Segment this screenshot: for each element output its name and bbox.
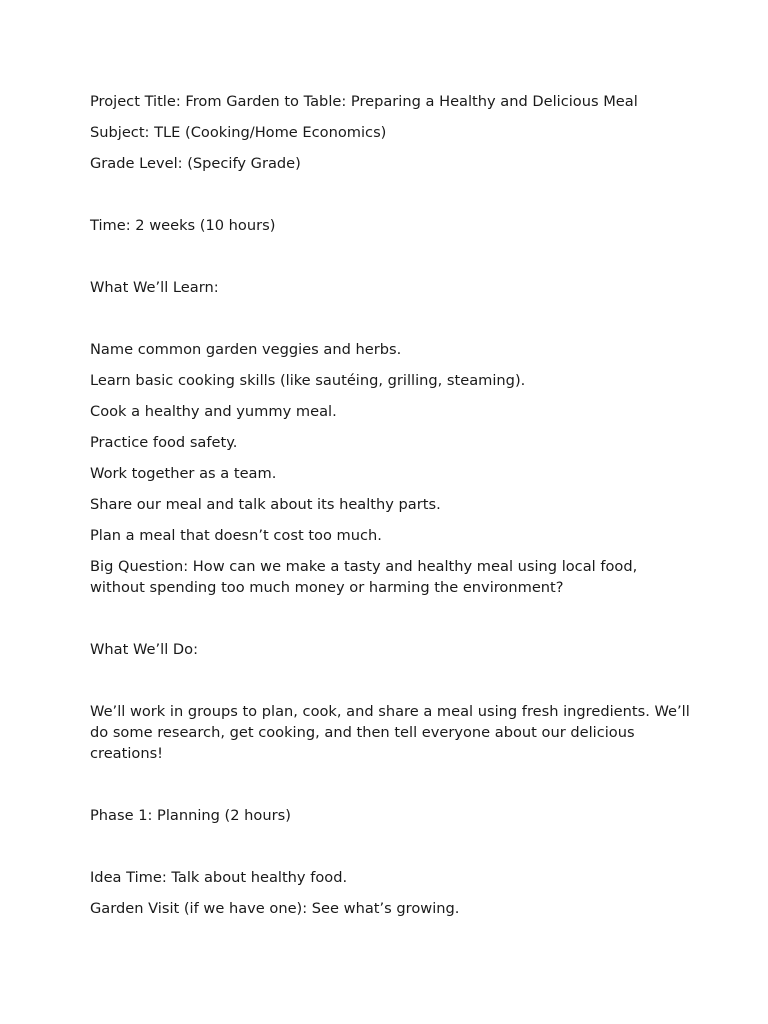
learn-item: Name common garden veggies and herbs.	[90, 341, 402, 358]
learn-item: Plan a meal that doesn’t cost too much.	[90, 527, 382, 544]
learn-item: Work together as a team.	[90, 465, 277, 482]
learn-item: Share our meal and talk about its healthy parts.	[90, 496, 441, 513]
learn-item: Cook a healthy and yummy meal.	[90, 403, 337, 420]
learn-item: Practice food safety.	[90, 434, 238, 451]
learn-heading: What We’ll Learn:	[90, 279, 219, 296]
subject-line: Subject: TLE (Cooking/Home Economics)	[90, 124, 387, 141]
document-body	[90, 91, 690, 929]
phase1-item: Idea Time: Talk about healthy food.	[90, 869, 348, 886]
big-question: Big Question: How can we make a tasty and healthy meal using local food, without spending too much money or harming the environment?	[90, 558, 638, 596]
do-paragraph: We’ll work in groups to plan, cook, and share a meal using fresh ingredients. We’ll do some research, get cooking, and then tell everyone about our delicious creations!	[90, 703, 690, 762]
phase1-heading: Phase 1: Planning (2 hours)	[90, 807, 291, 824]
do-heading: What We’ll Do:	[90, 641, 199, 658]
learn-item: Learn basic cooking skills (like sautéing, grilling, steaming).	[90, 372, 526, 389]
grade-level-line: Grade Level: (Specify Grade)	[90, 155, 301, 172]
time-line: Time: 2 weeks (10 hours)	[90, 217, 276, 234]
phase1-item: Garden Visit (if we have one): See what’s growing.	[90, 900, 460, 917]
project-title: Project Title: From Garden to Table: Preparing a Healthy and Delicious Meal	[90, 93, 638, 110]
